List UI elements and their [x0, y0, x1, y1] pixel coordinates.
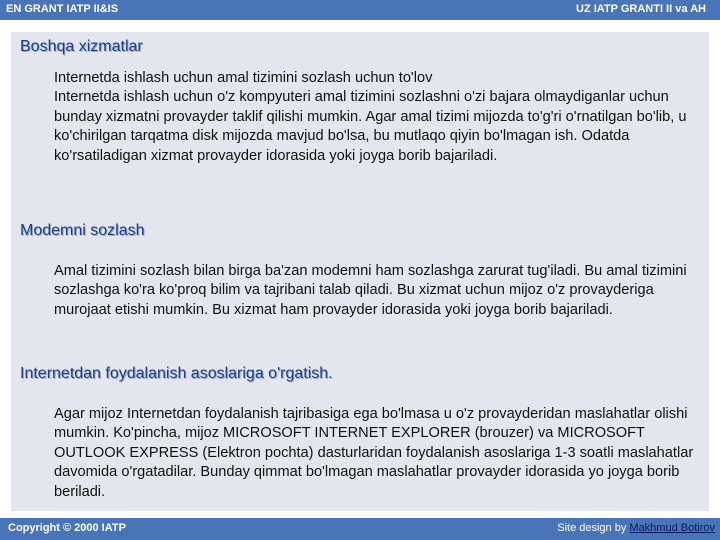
section-heading-modem-setup: Modemni sozlash: [20, 222, 145, 239]
paragraph: Internetda ishlash uchun amal tizimini sozlash uchun to'lov: [54, 70, 433, 86]
author-link[interactable]: Makhmud Botirov: [629, 522, 715, 534]
content-panel: [11, 32, 709, 511]
section-body-other-services: [54, 69, 706, 166]
header-right-text: UZ IATP GRANTI II va AH: [576, 3, 706, 15]
header-left-text: EN GRANT IATP II&IS: [6, 3, 119, 15]
copyright-text: Copyright © 2000 IATP: [8, 522, 126, 534]
top-banner: [0, 0, 720, 20]
credit-prefix: Site design by: [557, 522, 627, 534]
paragraph: Agar mijoz Internetdan foydalanish tajribasiga ega bo'lmasa u o'z provayderidan maslahatlar olishi mumkin. Ko'pincha, mijoz MICROSOFT INTERNET EXPLORER (brouzer) va MICROSOFT OUTLOOK EXPRESS (Elektron pochta) dasturlaridan foydalanish asoslariga 1-3 soatli maslahatlar davomida o'rgatadilar. Bunday qimmat bo'lmagan maslahatlar provayder idorasida yo joyga borib beriladi.: [54, 406, 694, 500]
section-heading-internet-training: Internetdan foydalanish asoslariga o'rgatish.: [20, 365, 333, 382]
section-body-modem-setup: [54, 262, 704, 320]
paragraph: Internetda ishlash uchun o'z kompyuteri amal tizimini sozlashni o'zi bajara olmaydiganlar uchun bunday xizmatni provayder taklif qilishi mumkin. Agar amal tizimi mijozda to'g'ri o'rnatilgan bo'lib, u ko'chirilgan tarqatma disk mijozda mavjud bo'lsa, bu mutlaqo qiyin bo'lmagan ish. Odatda ko'rsatiladigan xizmat provayder idorasida yoki joyga borib bajariladi.: [54, 89, 687, 164]
bottom-banner: [0, 518, 720, 540]
site-credit: [557, 522, 715, 534]
section-body-internet-training: [54, 405, 704, 502]
section-heading-other-services: Boshqa xizmatlar: [20, 38, 143, 55]
paragraph: Amal tizimini sozlash bilan birga ba'zan modemni ham sozlashga zarurat tug'iladi. Bu amal tizimini sozlashga ko'ra ko'proq bilim va tajribani talab qiladi. Bu xizmat uchun mijoz o'z provayderiga murojaat etishi mumkin. Bu xizmat ham provayder idorasida yoki joyga borib bajariladi.: [54, 263, 687, 318]
